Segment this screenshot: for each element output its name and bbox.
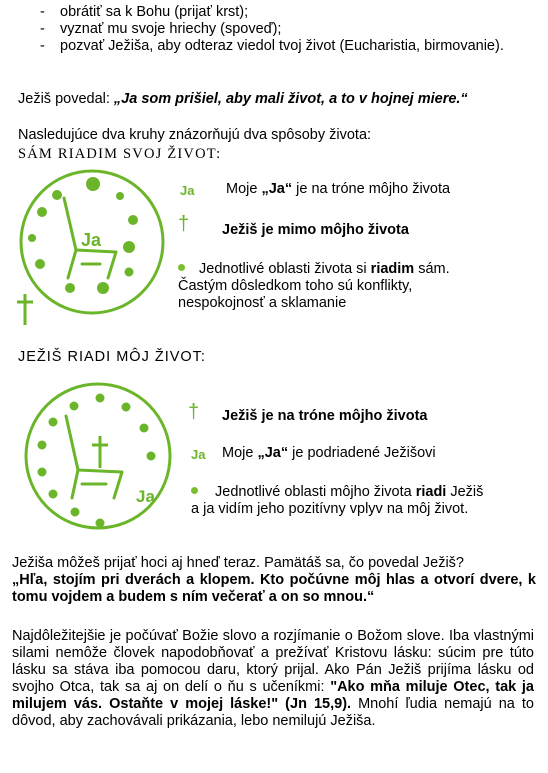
- life-area-dot: [52, 190, 62, 200]
- life-area-dot: [37, 207, 47, 217]
- legend-text: sám.: [414, 261, 450, 277]
- legend-line: [222, 408, 427, 425]
- legend-bold: riadim: [370, 261, 415, 277]
- invitation-paragraph: [12, 555, 536, 606]
- legend-bold: „Ja“: [261, 181, 293, 197]
- legend-paragraph: [178, 261, 538, 312]
- legend-text: nespokojnosť a sklamanie: [178, 295, 347, 311]
- legend-line: [222, 445, 436, 462]
- legend-text: Jednotlivé oblasti môjho života: [215, 484, 416, 500]
- life-area-dot: [96, 394, 105, 403]
- paragraph-text: Mnohí ľudia nemajú na to dôvod, aby zachovávali prikázania, lebo nemilujú Ježiša.: [12, 696, 534, 729]
- paragraph-bold-quote: "Ako mňa miluje Otec, tak ja milujem vás. Ostaňte v mojej láske!" (Jn 15,9).: [12, 679, 534, 712]
- cross-icon: †: [188, 401, 200, 423]
- list-item-text: pozvať Ježiša, aby odteraz viedol tvoj život (Eucharistia, birmovanie).: [60, 38, 504, 54]
- life-area-dot: [123, 241, 135, 253]
- green-dot-icon: [191, 487, 198, 494]
- circle-jesus-rule-diagram: [18, 378, 178, 538]
- life-area-dot: [147, 452, 156, 461]
- list-item: [20, 38, 540, 55]
- throne-icon: [66, 416, 122, 498]
- paragraph-text: Ježiša môžeš prijať hoci aj hneď teraz. Pamätáš sa, čo povedal Ježiš?: [12, 555, 464, 571]
- life-area-dot: [116, 192, 124, 200]
- intro-text: Nasledujúce dva kruhy znázorňujú dva spôsoby života:: [18, 127, 372, 143]
- legend-paragraph: [191, 484, 541, 518]
- ja-marker: Ja: [180, 183, 195, 198]
- list-item: [20, 4, 540, 21]
- life-area-dot: [122, 403, 131, 412]
- cross-icon: †: [178, 213, 190, 235]
- heading-self-rule: SÁM RIADIM SVOJ ŽIVOT:: [18, 146, 222, 162]
- list-dash: -: [40, 21, 45, 37]
- green-dot-icon: [178, 264, 185, 271]
- life-area-dot: [128, 215, 138, 225]
- list-dash: -: [40, 38, 45, 54]
- ja-label: Ja: [136, 487, 155, 506]
- life-area-dot: [70, 402, 79, 411]
- legend-bold: Ježiš je mimo môjho života: [222, 222, 409, 238]
- life-area-dot: [38, 441, 47, 450]
- legend-text: Moje: [226, 181, 262, 197]
- ja-marker: Ja: [191, 447, 206, 462]
- list-dash: -: [40, 4, 45, 20]
- list-item-text: obrátiť sa k Bohu (prijať krst);: [60, 4, 249, 20]
- list-item: [20, 21, 540, 38]
- life-area-dot: [86, 177, 100, 191]
- life-area-dot: [28, 234, 36, 242]
- life-area-dot: [38, 468, 47, 477]
- legend-text: Ježiš: [446, 484, 484, 500]
- cross-icon: [92, 436, 108, 468]
- life-area-dot: [140, 424, 149, 433]
- intro-list: [20, 4, 540, 55]
- paragraph-text: Najdôležitejšie je počúvať Božie slovo a rozjímanie o Božom slove. Iba vlastnými silami nemôže človek napodobňovať a prežívať Kristovu lásku: súcim pre túto lásku sa stáva iba pomocou daru, ktorý prijal. Ako Pán Ježiš prijíma lásku od svojho Otca, tak sa aj on delí o ňu s učeníkmi:: [12, 628, 534, 695]
- legend-text: Častým dôsledkom toho sú konflikty,: [178, 278, 413, 294]
- quote-line: [18, 91, 548, 108]
- legend-text: je podriadené Ježišovi: [288, 445, 436, 461]
- life-area-dot: [65, 283, 75, 293]
- legend-line: [222, 222, 409, 239]
- legend-bold: Ježiš je na tróne môjho života: [222, 408, 428, 424]
- quote-text: „Ja som prišiel, aby mali život, a to v hojnej miere.“: [113, 91, 468, 107]
- paragraph-bold-quote: „Hľa, stojím pri dverách a klopem. Kto počúvne môj hlas a otvorí dvere, k tomu vojdem a budem s ním večerať a on so mnou.“: [12, 572, 536, 605]
- life-area-dot: [49, 490, 58, 499]
- word-of-god-paragraph: [12, 628, 534, 730]
- legend-text: a ja vidím jeho pozitívny vplyv na môj život.: [191, 501, 469, 517]
- legend-bold: riadi: [415, 484, 447, 500]
- ja-label: Ja: [81, 230, 102, 250]
- heading-jesus-rule: JEŽIŠ RIADI MÔJ ŽIVOT:: [18, 349, 206, 365]
- cross-icon: [17, 294, 33, 325]
- quote-prefix: Ježiš povedal:: [18, 91, 114, 107]
- legend-line: [226, 181, 450, 198]
- legend-text: Moje: [222, 445, 258, 461]
- life-area-dot: [35, 259, 45, 269]
- life-area-dot: [125, 268, 134, 277]
- legend-text: je na tróne môjho života: [292, 181, 451, 197]
- legend-text: Jednotlivé oblasti života si: [199, 261, 371, 277]
- legend-bold: „Ja“: [257, 445, 289, 461]
- life-area-dot: [96, 519, 105, 528]
- circle-self-rule-diagram: [8, 160, 176, 330]
- list-item-text: vyznať mu svoje hriechy (spoveď);: [60, 21, 282, 37]
- life-area-dot: [97, 282, 109, 294]
- life-area-dot: [49, 418, 58, 427]
- life-area-dot: [71, 508, 80, 517]
